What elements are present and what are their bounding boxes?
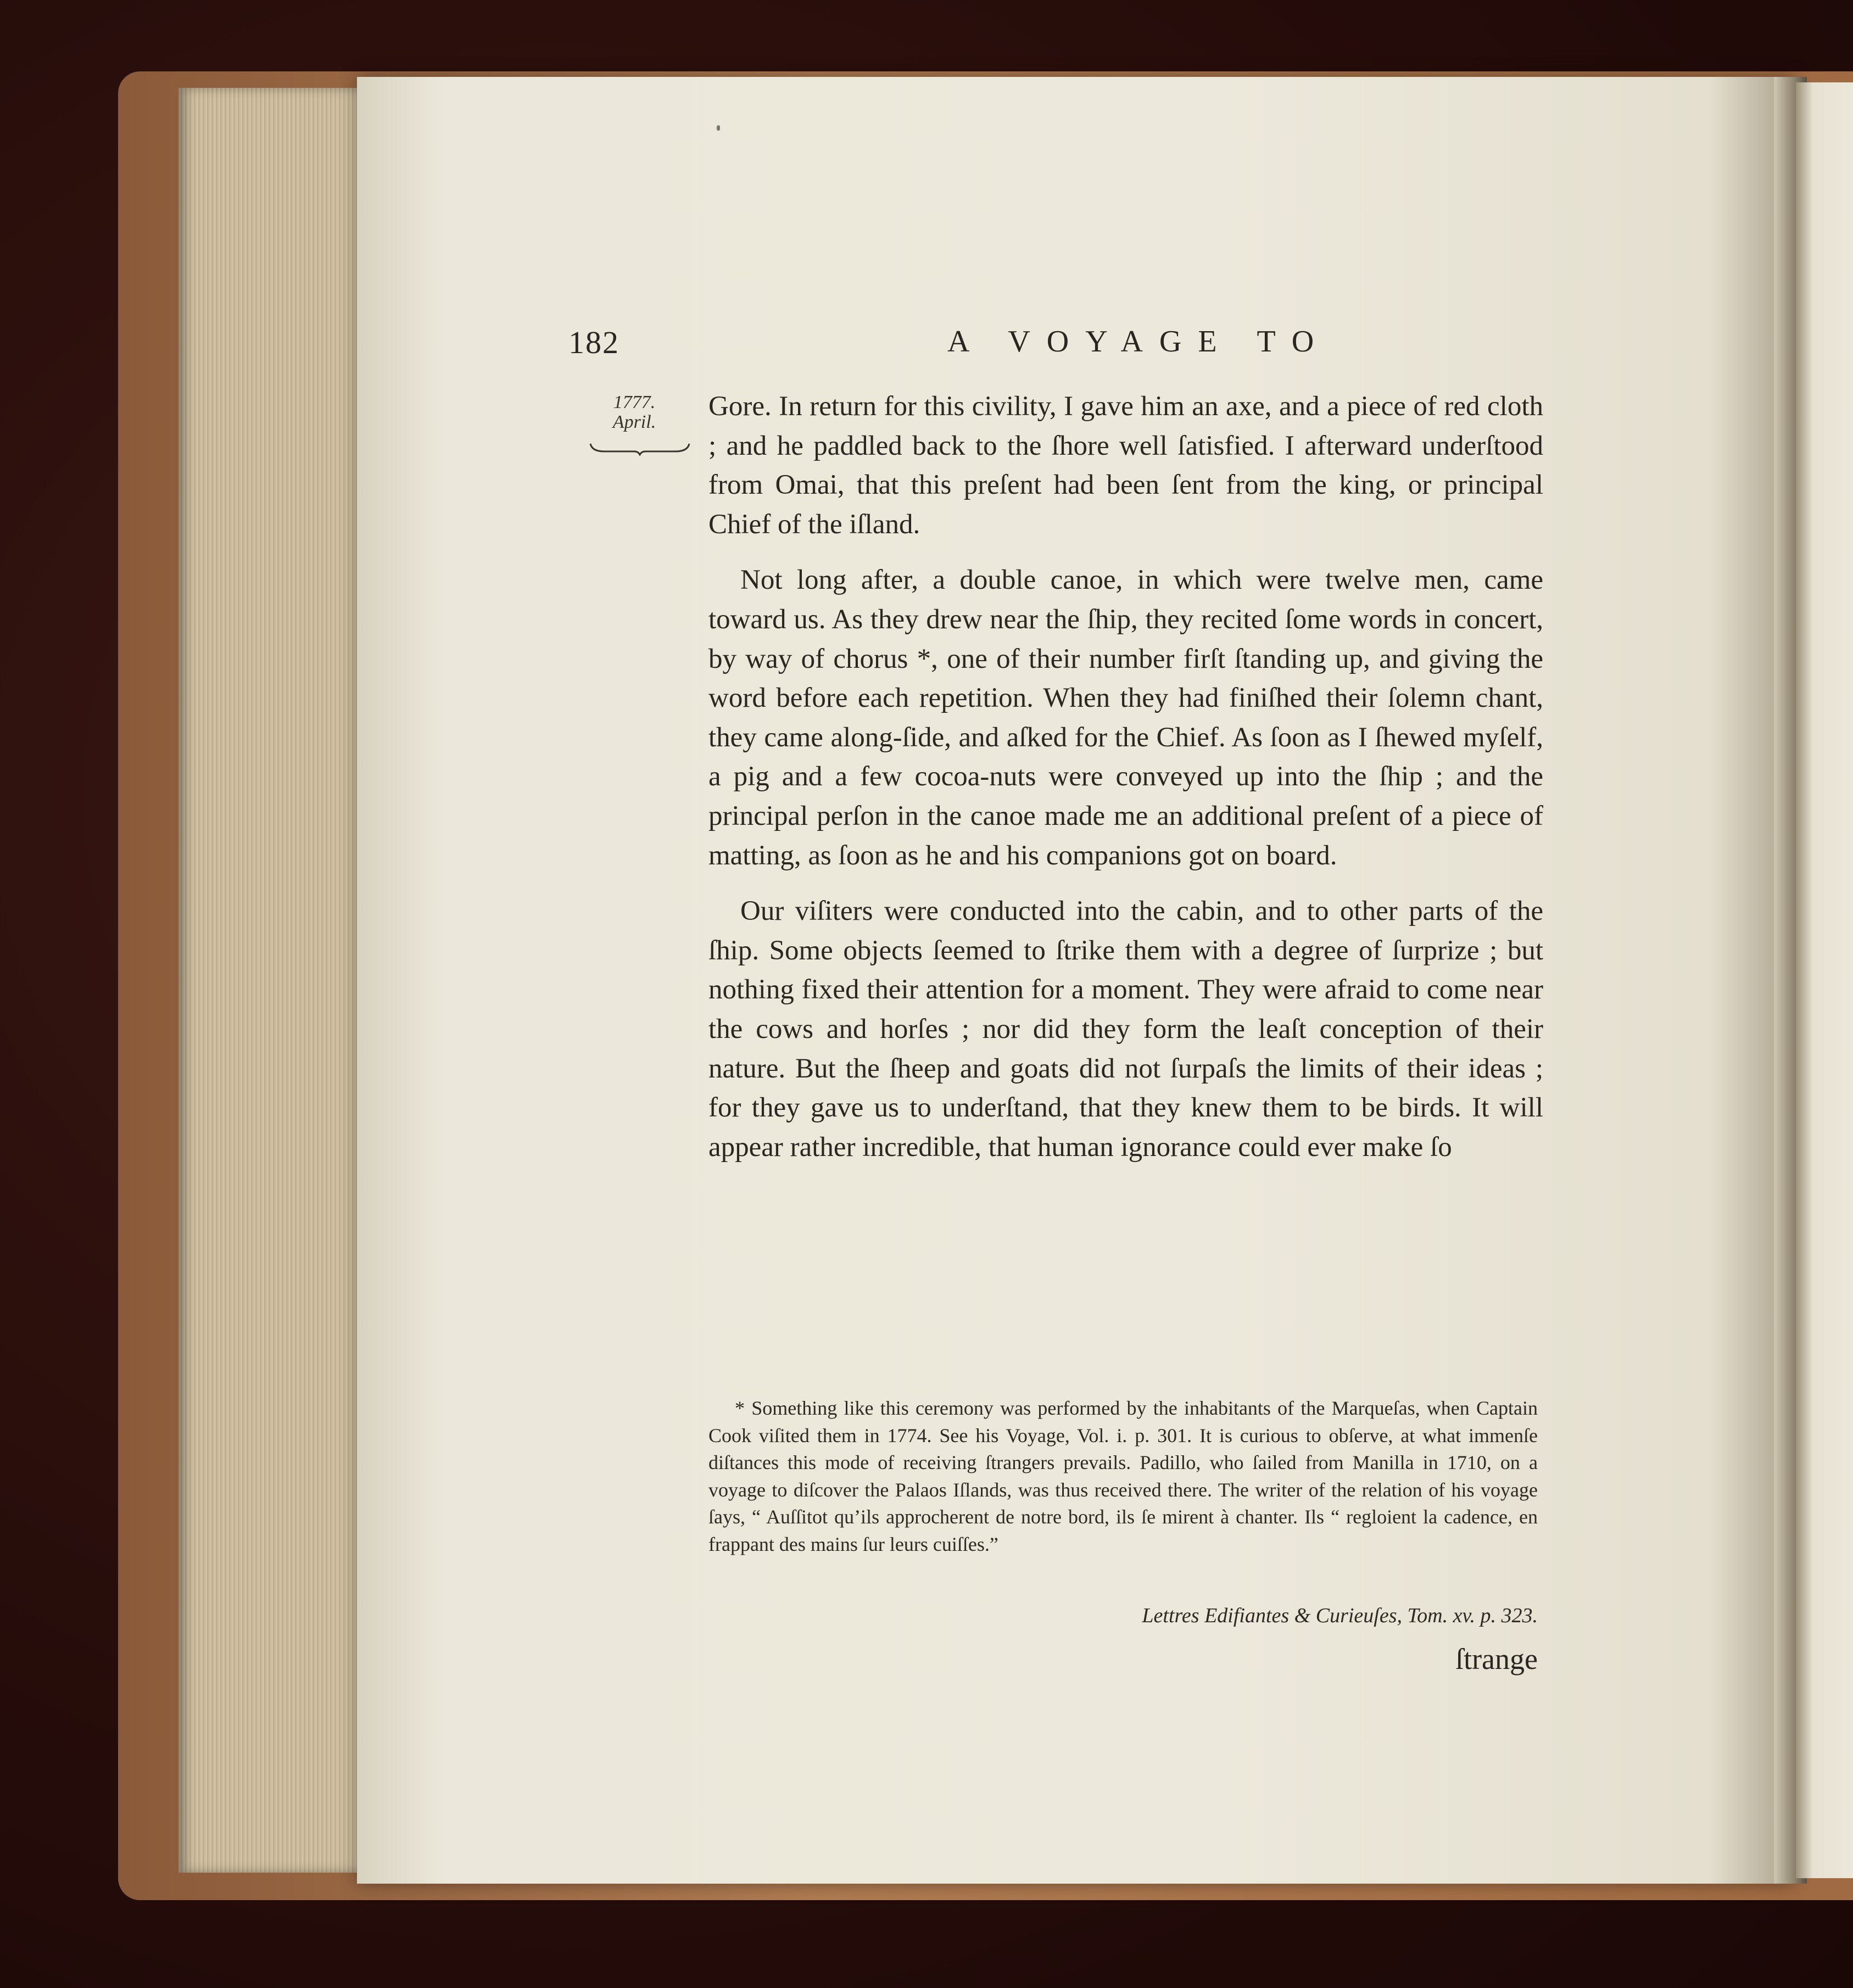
page-number: 182	[568, 325, 619, 360]
paper-speck	[717, 125, 720, 131]
footnote	[708, 1395, 1538, 1558]
page-header	[568, 324, 1557, 368]
footnote-text: * Something like this ceremony was performed by the inhabitants of the Marqueſas, when Captain Cook viſited them in 1774. See his Voyage, Vol. i. p. 301. It is curious to obſerve, at what immenſe diſtances this mode of receiving ſtrangers prevails. Padillo, who ſailed from Manilla in 1710, on a voyage to diſcover the Palaos Iſlands, was thus received there. The writer of the relation of his voyage ſays, “ Auſſitot qu’ils approcherent de notre bord, ils ſe mirent à chanter. Ils “ regloient la cadence, en frappant des mains ſur leurs cuiſſes.”	[708, 1397, 1538, 1555]
margin-note	[579, 393, 689, 432]
facing-page-edge	[1796, 82, 1853, 1878]
paragraph: Not long after, a double canoe, in which were twelve men, came toward us. As they drew near the ſhip, they recited ſome words in concert, by way of chorus *, one of their number firſt ſtanding up, and giving the word before each repetition. When they had finiſhed their ſolemn chant, they came along-ſide, and aſked for the Chief. As ſoon as I ſhewed myſelf, a pig and a few cocoa-nuts were conveyed up into the ſhip ; and the principal perſon in the canoe made me an additional preſent of a piece of matting, as ſoon as he and his companions got on board.	[708, 565, 1543, 871]
margin-note-year: 1777.	[613, 392, 656, 412]
paragraph: Our viſiters were conducted into the cabin, and to other parts of the ſhip. Some objects ſeemed to ſtrike them with a degree of ſurprize ; but nothing fixed their attention for a moment. They were afraid to come near the cows and horſes ; nor did they form the leaſt conception of their nature. But the ſheep and goats did not ſurpaſs the limits of their ideas ; for they gave us to underſtand, that they knew them to be birds. It will appear rather incredible, that human ignorance could ever make ſo	[708, 896, 1543, 1163]
catchword: ſtrange	[1455, 1643, 1538, 1676]
page-edges	[178, 88, 360, 1873]
brace-icon	[588, 439, 692, 456]
running-head: A VOYAGE TO	[947, 325, 1331, 359]
footnote-citation: Lettres Edifiantes & Curieuſes, Tom. xv. p. 323.	[1142, 1604, 1538, 1627]
paragraph: Gore. In return for this civility, I gave him an axe, and a piece of red cloth ; and he paddled back to the ſhore well ſatisfied. I afterward underſtood from Omai, that this preſent had been ſent from the king, or principal Chief of the iſland.	[708, 391, 1543, 540]
body-text	[708, 387, 1543, 1183]
margin-note-month: April.	[612, 412, 656, 432]
